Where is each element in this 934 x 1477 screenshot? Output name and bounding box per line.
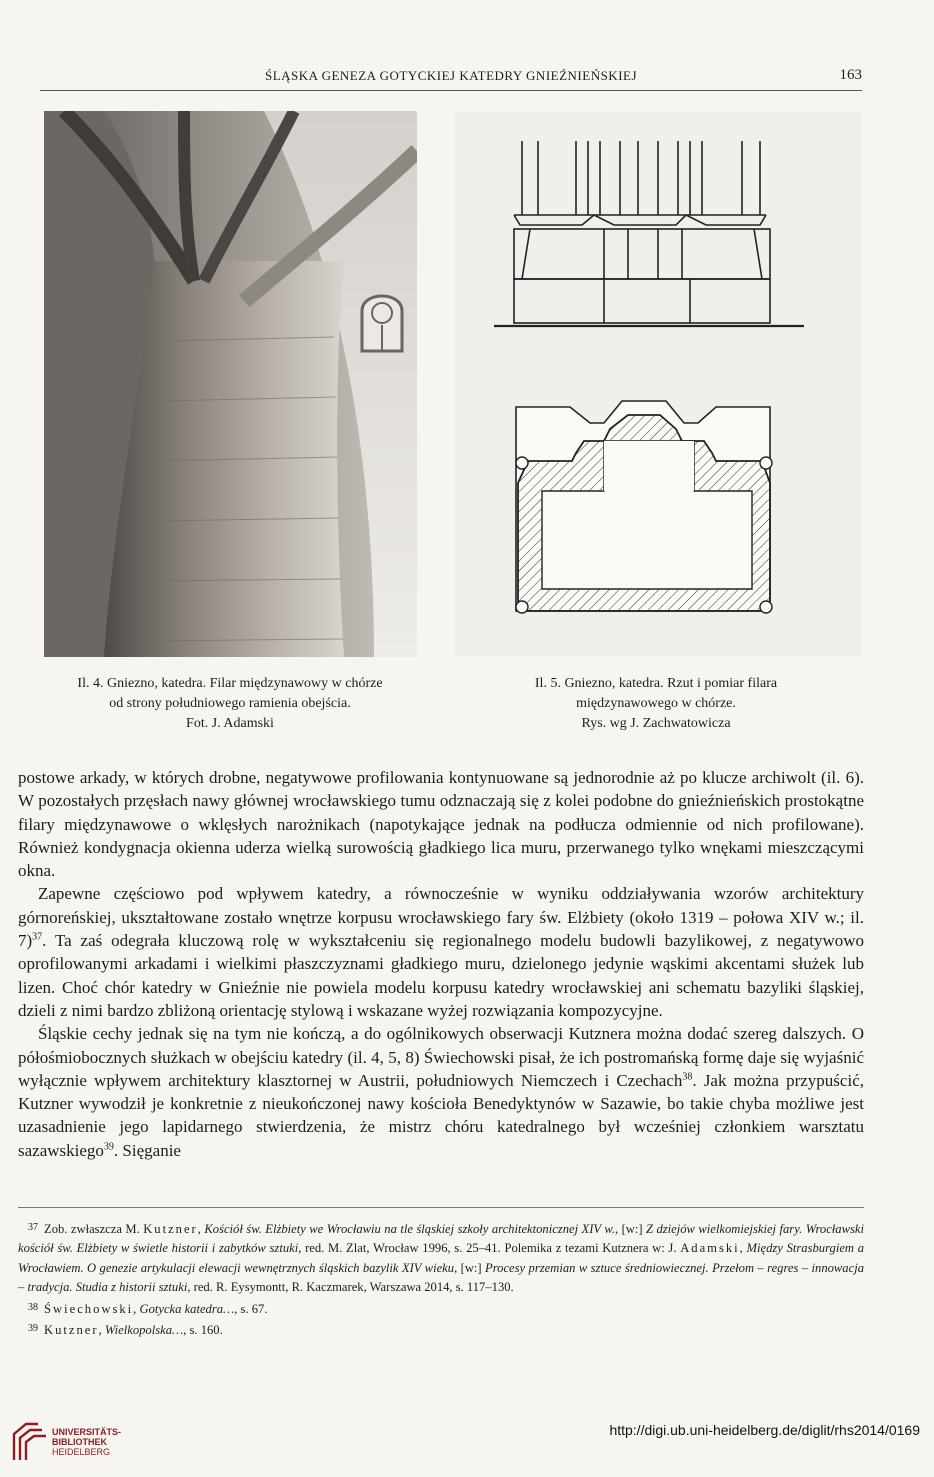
footnote-39: [18, 1319, 864, 1340]
footnote-text: ,: [739, 1241, 747, 1256]
caption-line: międzynawowego w chórze.: [576, 696, 736, 711]
paragraph-text: Śląskie cechy jednak się na tym nie kończą, a do ogólnikowych obserwacji Kutznera można dodać szereg dalszych. O półośmiobocznych służkach w obejściu katedry (il. 4, 5, 8) Świechowski pisał, że ich postromańską formę daje się wyjaśnić wyłącznie wpływem architektury klasztornej w Austrii, południowych Niemczech i Czechach: [18, 1024, 864, 1090]
elevation-drawing: [494, 141, 804, 326]
footnote-text: , s. 67.: [234, 1301, 268, 1316]
paragraph: [18, 882, 864, 1022]
footnote-text: , red. M. Zlat, Wrocław 1996, s. 25–41. Polemika z tezami Kutznera w: J.: [298, 1241, 681, 1256]
footnote-title: Procesy przemian w sztuce średniowiecznej. Przełom – regres – innowacja – tradycja. Studia z historii sztuki: [18, 1260, 864, 1295]
logo-line: BIBLIOTHEK: [52, 1437, 107, 1447]
footnotes: [18, 1218, 864, 1340]
caption-line: Il. 4. Gniezno, katedra. Filar międzynawowy w chórze: [77, 676, 383, 691]
footnote-text: ,: [98, 1323, 105, 1338]
paragraph-text: . Jak można przypuścić, Kutzner wywodził je konkretnie z nieukończonej nawy kościoła Benedyktynów w Sazawie, bo takie chyba możliwe jest uzasadnienie jego lapidarnego stwierdzenia, że mistrz chóru katedralnego był wcześniej członkiem warsztatu sazawskiego: [18, 1070, 864, 1160]
logo-line: HEIDELBERG: [52, 1447, 111, 1457]
figure-5-drawing: [454, 111, 861, 656]
footnote-text: , s. 160.: [183, 1323, 223, 1338]
footnote-text: ,: [133, 1301, 140, 1316]
plan-drawing: [516, 401, 772, 613]
body-text: [18, 766, 864, 1162]
library-logo[interactable]: [8, 1420, 148, 1466]
paragraph-text: Zapewne częściowo pod wpływem katedry, a równocześnie w wyniku oddziaływania wzorów architektury górnoreńskiej, ukształtowane zostało wnętrze korpusu wrocławskiego fary św. Elżbiety (około 1319 – połowa XIV w.; il. 7): [18, 884, 864, 951]
footnote-text: , [w:]: [614, 1222, 647, 1236]
page-number: 163: [839, 67, 862, 83]
footnote-title: Gotycka katedra…: [139, 1301, 235, 1316]
caption-credit: Rys. wg J. Zachwatowicza: [581, 716, 731, 731]
footnote-text: Zob. zwłaszcza M.: [44, 1222, 144, 1236]
page-header: [40, 64, 862, 91]
footnote-38: [18, 1298, 864, 1319]
running-title: ŚLĄSKA GENEZA GOTYCKIEJ KATEDRY GNIEŹNIEŃSKIEJ: [264, 68, 638, 83]
caption-line: Il. 5. Gniezno, katedra. Rzut i pomiar filara: [534, 676, 778, 691]
source-url-link[interactable]: http://digi.ub.uni-heidelberg.de/diglit/rhs2014/0169: [609, 1422, 920, 1438]
footnote-title: Kościół św. Elżbiety we Wrocławiu na tle śląskiej szkoły architektonicznej XIV w.: [204, 1222, 615, 1236]
footnote-number: 39: [28, 1323, 38, 1335]
footnote-divider: [18, 1207, 864, 1208]
footnote-ref[interactable]: 37: [32, 931, 43, 943]
footnote-title: Z dziejów wielkomiejskiej fary. Wrocławski kościół św. Elżbiety w świetle historii i zabytków sztuki: [18, 1222, 864, 1256]
footnote-number: 37: [28, 1222, 38, 1233]
paragraph-text: . Sięganie: [113, 1140, 181, 1160]
footnote-title: Wielkopolska…: [104, 1323, 184, 1338]
footnote-author: Kutzner: [143, 1222, 198, 1236]
logo-text: [52, 1427, 121, 1457]
caption-line: od strony południowego ramienia obejścia.: [109, 696, 351, 711]
caption-credit: Fot. J. Adamski: [186, 716, 274, 731]
footnote-author: Kutzner: [44, 1323, 99, 1338]
footnote-title: Między Strasburgiem a Wrocławiem. O genezie artykulacji elewacji wewnętrznych śląskich bazylik XIV wieku: [18, 1241, 865, 1275]
figure-5-caption: [456, 674, 856, 734]
footnote-text: , red. R. Eysymontt, R. Kaczmarek, Warszawa 2014, s. 117–130.: [187, 1280, 514, 1295]
footnote-ref[interactable]: 39: [103, 1141, 114, 1153]
paragraph: postowe arkady, w których drobne, negatywowe profilowania kontynuowane są jednorodnie aż po klucze archiwolt (il. 6). W pozostałych przęsłach nawy głównej wrocławskiego tumu odznaczają się z kolei podobne do gnieźnieńskich prostokątne filary międzynawowe o wklęsłych narożnikach (napotykające jednak na podłucza odmiennie od nich profilowane). Również kondygnacja okienna uderza wielką surowością gładkiego lica muru, przerwanego tylko wnękami mieszczącymi okna.: [18, 768, 864, 881]
footnote-author: Adamski: [680, 1241, 740, 1256]
footnote-ref[interactable]: 38: [682, 1071, 693, 1083]
figure-4-photo: [44, 111, 417, 657]
footnote-author: Świechowski: [44, 1301, 134, 1316]
paragraph-text: . Ta zaś odegrała kluczową rolę w wykształceniu się regionalnego modelu budowli bazylikowej, z negatywowo oprofilowanymi arkadami i wielkimi płaszczyznami gładkiego muru, dzielonego jedynie wąskimi akcentami służek lub lizen. Choć chór katedry w Gnieźnie nie powiela modelu korpusu katedry wrocławskiej ani schematu bazyliki śląskiej, dzieli z nimi bardzo zbliżoną orientację stylową i wskazane wyżej rozwiązania kompozycyjne.: [18, 931, 864, 1020]
library-logo-icon: [8, 1420, 48, 1464]
footnote-text: , [w:]: [454, 1260, 486, 1275]
footnote-number: 38: [28, 1301, 38, 1313]
paragraph: [18, 1022, 864, 1162]
logo-line: UNIVERSITÄTS-: [52, 1427, 122, 1437]
footnote-text: ,: [197, 1222, 205, 1236]
figure-4-caption: [40, 674, 420, 734]
footnote-37: [18, 1218, 864, 1298]
